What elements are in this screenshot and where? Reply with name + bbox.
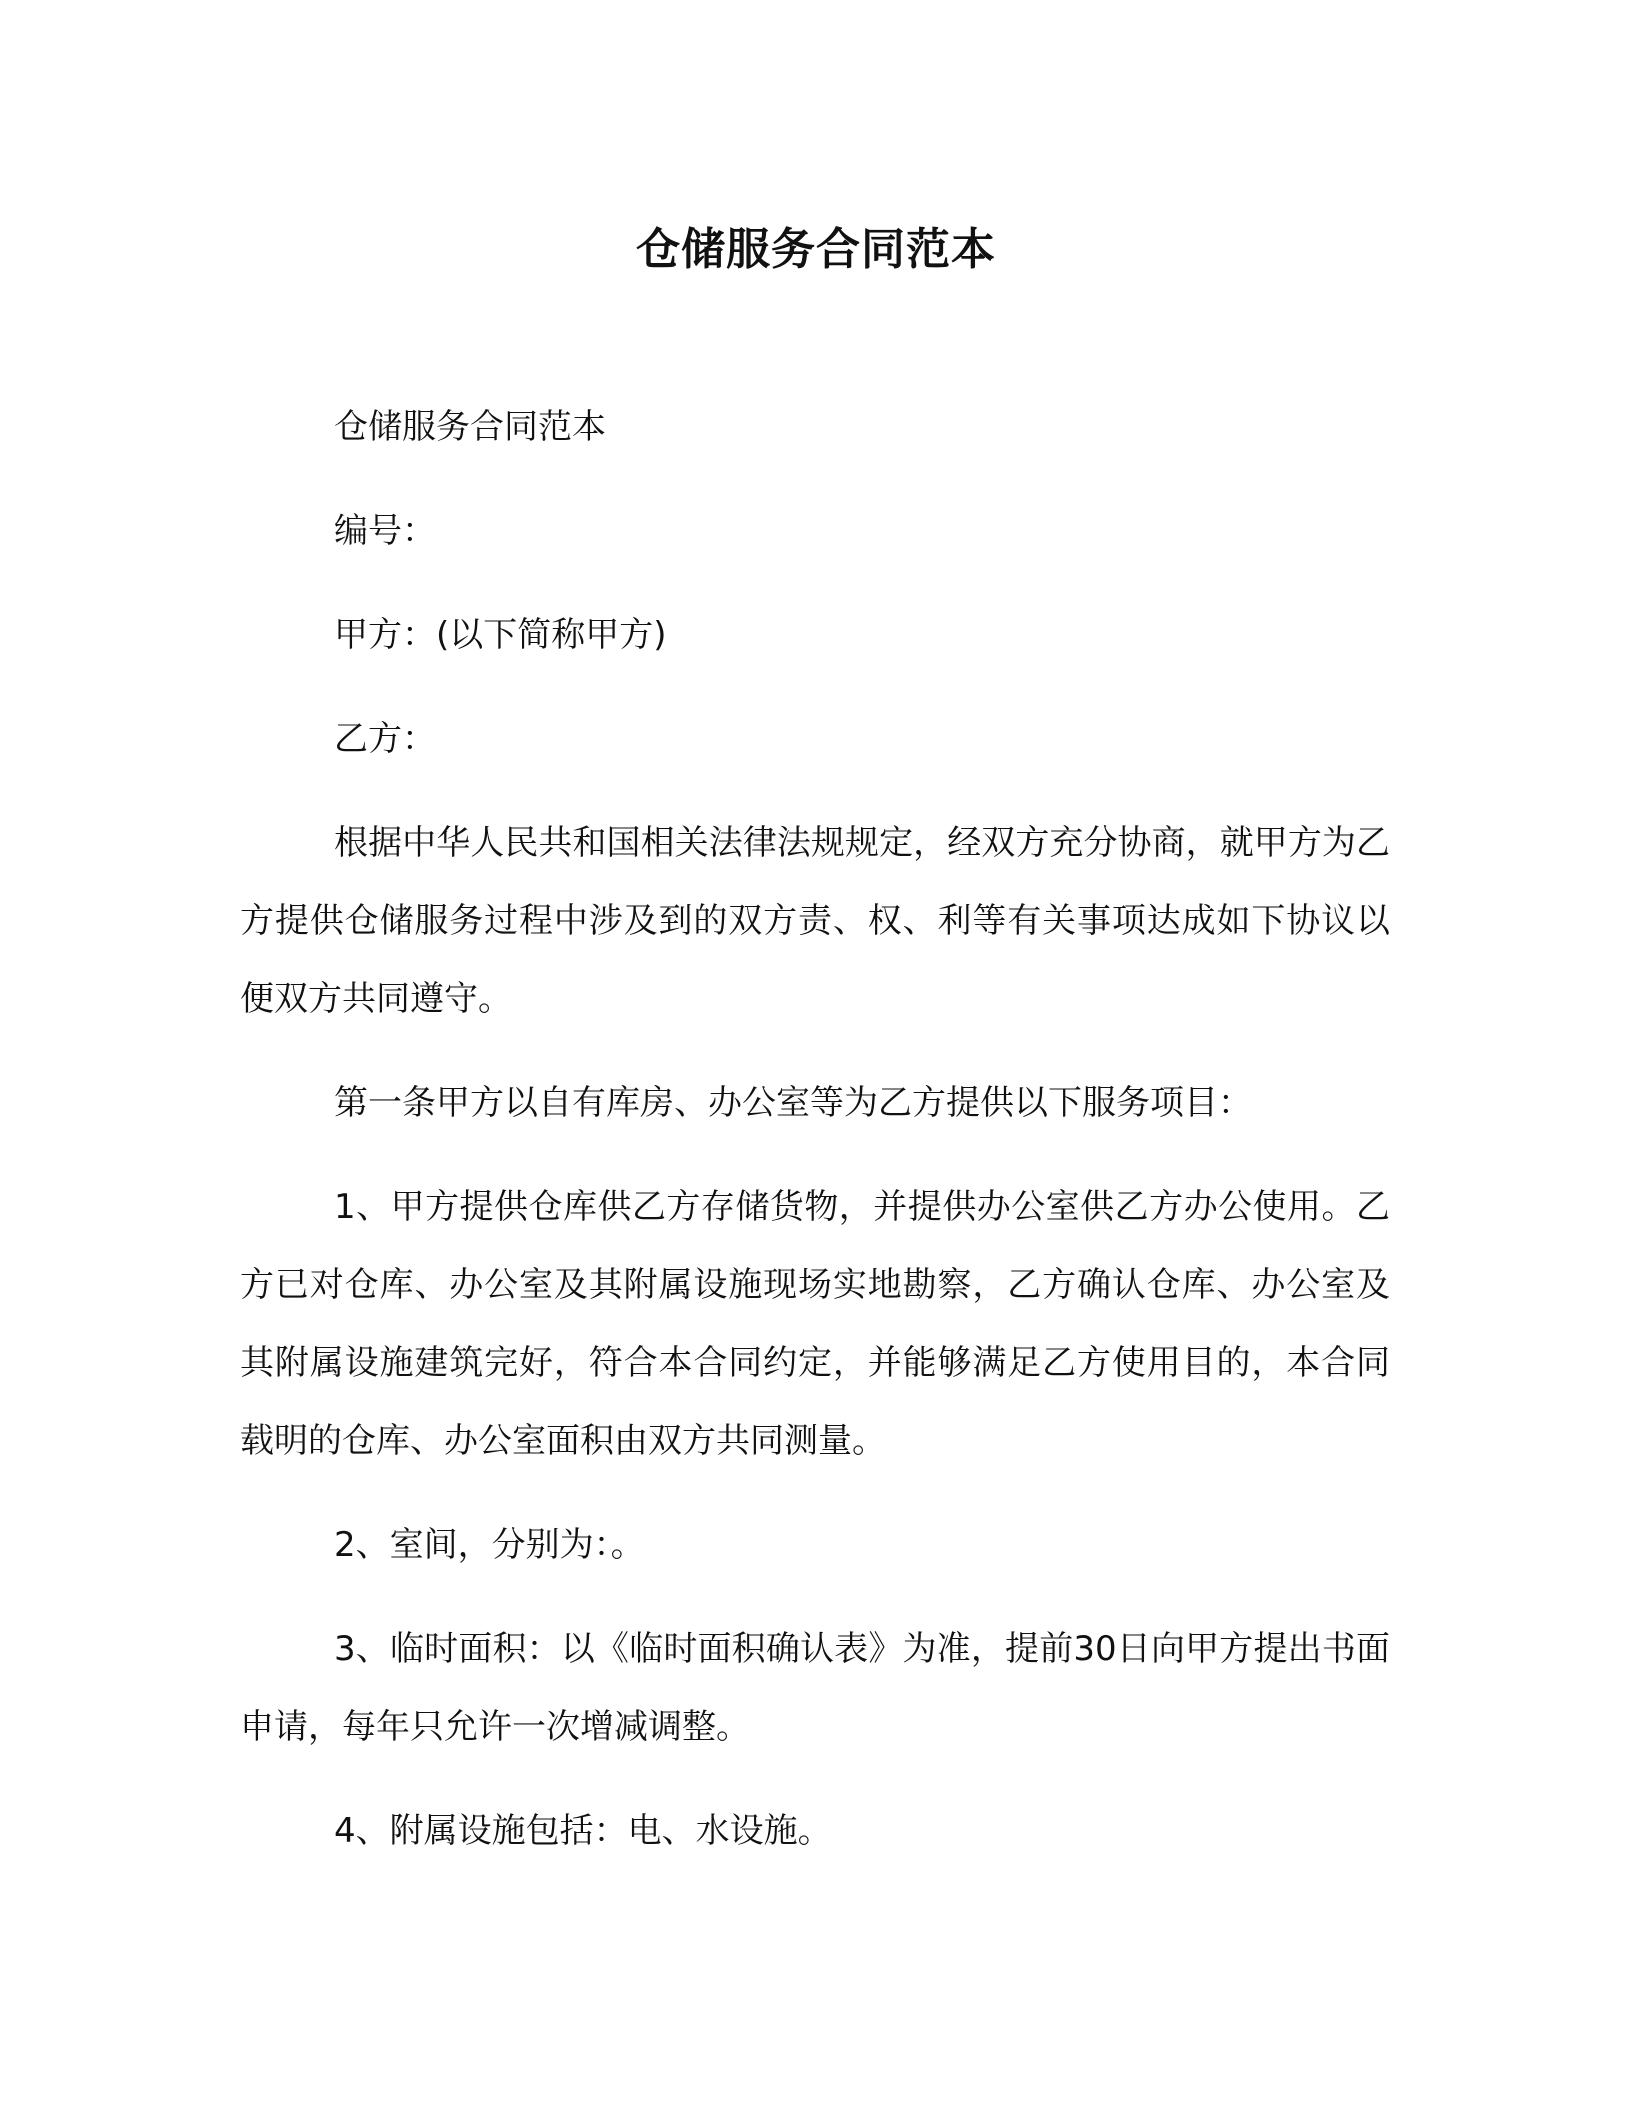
paragraph-article-1: 第一条甲方以自有库房、办公室等为乙方提供以下服务项目：: [334, 1083, 1252, 1123]
paragraph-clause-4: 4、附属设施包括：电、水设施。: [334, 1811, 832, 1851]
paragraph-clause-1: 1、甲方提供仓库供乙方存储货物，并提供办公室供乙方办公使用。乙方已对仓库、办公室及其附属设施现场实地勘察，乙方确认仓库、办公室及其附属设施建筑完好，符合本合同约定，并能够满足乙方使用目的，本合同载明的仓库、办公室面积由双方共同测量。: [240, 1187, 1390, 1461]
paragraph-preamble: 根据中华人民共和国相关法律法规规定，经双方充分协商，就甲方为乙方提供仓储服务过程中涉及到的双方责、权、利等有关事项达成如下协议以便双方共同遵守。: [240, 823, 1390, 1019]
paragraph-clause-2: 2、室间，分别为：。: [334, 1525, 645, 1565]
paragraph-subtitle: 仓储服务合同范本: [334, 407, 606, 447]
document-title: 仓储服务合同范本: [636, 224, 996, 275]
paragraph-clause-3: 3、临时面积：以《临时面积确认表》为准，提前30日向甲方提出书面申请，每年只允许一次增减调整。: [240, 1629, 1390, 1747]
document-body: [240, 388, 1390, 1896]
paragraph-party-a: 甲方：(以下简称甲方): [334, 615, 667, 655]
paragraph-party-b: 乙方：: [334, 719, 436, 759]
paragraph-number: 编号：: [334, 511, 436, 551]
